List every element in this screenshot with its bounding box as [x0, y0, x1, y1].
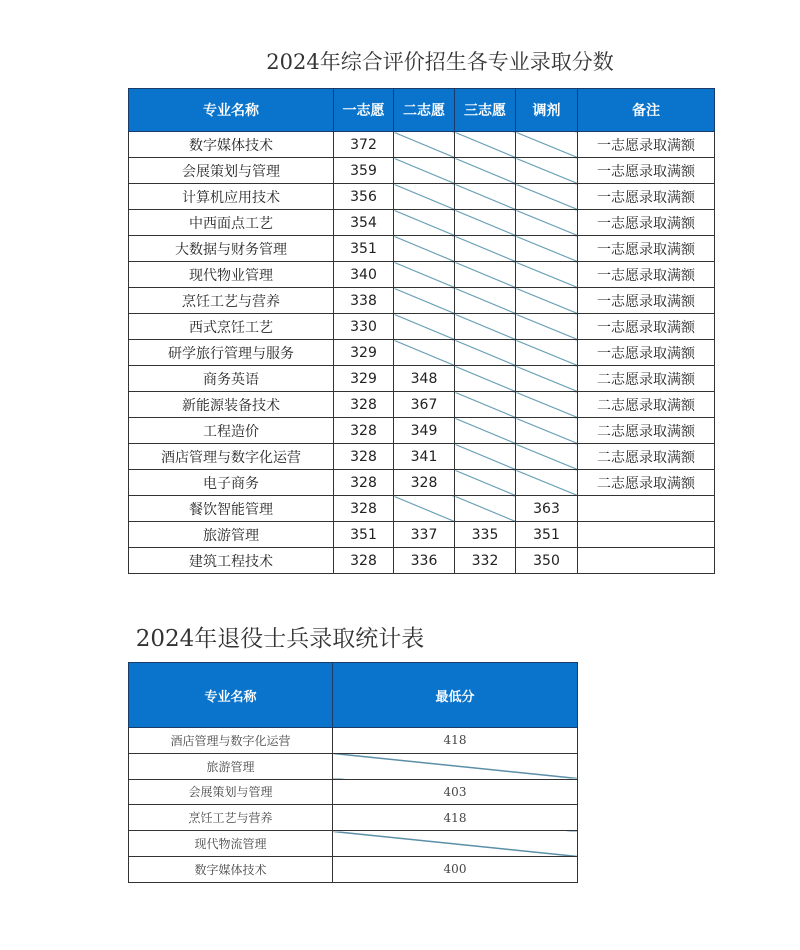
header-note: 备注 — [578, 89, 715, 132]
table-row — [129, 470, 715, 496]
major-cell: 现代物业管理 — [129, 262, 334, 288]
third-choice-cell — [455, 340, 516, 366]
table-header-row — [129, 663, 578, 728]
min-score-cell: 418 — [333, 805, 578, 831]
second-choice-cell — [394, 158, 455, 184]
first-choice-cell: 328 — [334, 548, 394, 574]
table-row — [129, 444, 715, 470]
third-choice-cell — [455, 158, 516, 184]
table-row — [129, 753, 578, 779]
min-score-cell — [333, 831, 578, 857]
second-choice-cell — [394, 314, 455, 340]
table-row — [129, 496, 715, 522]
table-header-row — [129, 89, 715, 132]
major-cell: 工程造价 — [129, 418, 334, 444]
major-cell: 数字媒体技术 — [129, 856, 333, 882]
header-major: 专业名称 — [129, 89, 334, 132]
second-choice-cell — [394, 288, 455, 314]
major-cell: 旅游管理 — [129, 522, 334, 548]
third-choice-cell — [455, 366, 516, 392]
third-choice-cell — [455, 392, 516, 418]
second-choice-cell — [394, 340, 455, 366]
adjustment-cell: 363 — [516, 496, 578, 522]
note-cell: 一志愿录取满额 — [578, 184, 715, 210]
second-choice-cell: 341 — [394, 444, 455, 470]
adjustment-cell — [516, 366, 578, 392]
third-choice-cell — [455, 314, 516, 340]
adjustment-cell — [516, 288, 578, 314]
second-choice-cell — [394, 210, 455, 236]
note-cell: 一志愿录取满额 — [578, 236, 715, 262]
first-choice-cell: 354 — [334, 210, 394, 236]
third-choice-cell — [455, 132, 516, 158]
table-row — [129, 418, 715, 444]
table-row — [129, 158, 715, 184]
major-cell: 研学旅行管理与服务 — [129, 340, 334, 366]
first-choice-cell: 329 — [334, 340, 394, 366]
second-choice-cell — [394, 262, 455, 288]
note-cell: 一志愿录取满额 — [578, 262, 715, 288]
major-cell: 大数据与财务管理 — [129, 236, 334, 262]
major-cell: 数字媒体技术 — [129, 132, 334, 158]
table-row — [129, 831, 578, 857]
min-score-cell: 400 — [333, 856, 578, 882]
note-cell: 二志愿录取满额 — [578, 444, 715, 470]
third-choice-cell — [455, 236, 516, 262]
adjustment-cell — [516, 158, 578, 184]
major-cell: 中西面点工艺 — [129, 210, 334, 236]
note-cell: 一志愿录取满额 — [578, 340, 715, 366]
table-row — [129, 366, 715, 392]
table-row — [129, 728, 578, 754]
note-cell: 一志愿录取满额 — [578, 158, 715, 184]
header-second-choice: 二志愿 — [394, 89, 455, 132]
second-choice-cell: 349 — [394, 418, 455, 444]
adjustment-cell — [516, 132, 578, 158]
note-cell — [578, 496, 715, 522]
adjustment-cell — [516, 262, 578, 288]
table-row — [129, 314, 715, 340]
table-row — [129, 210, 715, 236]
table-row — [129, 805, 578, 831]
min-score-cell: 418 — [333, 728, 578, 754]
first-choice-cell: 329 — [334, 366, 394, 392]
table-row — [129, 548, 715, 574]
note-cell — [578, 548, 715, 574]
third-choice-cell — [455, 470, 516, 496]
adjustment-cell: 351 — [516, 522, 578, 548]
first-choice-cell: 372 — [334, 132, 394, 158]
adjustment-cell — [516, 470, 578, 496]
third-choice-cell — [455, 210, 516, 236]
first-choice-cell: 330 — [334, 314, 394, 340]
second-choice-cell: 348 — [394, 366, 455, 392]
first-choice-cell: 338 — [334, 288, 394, 314]
second-choice-cell — [394, 496, 455, 522]
first-choice-cell: 328 — [334, 470, 394, 496]
table-row — [129, 132, 715, 158]
table-row — [129, 392, 715, 418]
first-choice-cell: 328 — [334, 418, 394, 444]
adjustment-cell — [516, 418, 578, 444]
major-cell: 餐饮智能管理 — [129, 496, 334, 522]
adjustment-cell — [516, 444, 578, 470]
note-cell — [578, 522, 715, 548]
major-cell: 商务英语 — [129, 366, 334, 392]
adjustment-cell — [516, 236, 578, 262]
first-choice-cell: 356 — [334, 184, 394, 210]
note-cell: 二志愿录取满额 — [578, 366, 715, 392]
third-choice-cell: 332 — [455, 548, 516, 574]
major-cell: 西式烹饪工艺 — [129, 314, 334, 340]
note-cell: 一志愿录取满额 — [578, 314, 715, 340]
major-cell: 旅游管理 — [129, 753, 333, 779]
header-first-choice: 一志愿 — [334, 89, 394, 132]
adjustment-cell — [516, 210, 578, 236]
third-choice-cell — [455, 184, 516, 210]
note-cell: 二志愿录取满额 — [578, 470, 715, 496]
first-choice-cell: 328 — [334, 444, 394, 470]
veteran-admission-table — [128, 662, 578, 883]
table-row — [129, 340, 715, 366]
adjustment-cell — [516, 184, 578, 210]
header-min-score: 最低分 — [333, 663, 578, 728]
second-choice-cell: 367 — [394, 392, 455, 418]
min-score-cell: 403 — [333, 779, 578, 805]
first-choice-cell: 359 — [334, 158, 394, 184]
table-row — [129, 779, 578, 805]
major-cell: 烹饪工艺与营养 — [129, 805, 333, 831]
adjustment-cell — [516, 392, 578, 418]
major-cell: 计算机应用技术 — [129, 184, 334, 210]
table-row — [129, 522, 715, 548]
major-cell: 会展策划与管理 — [129, 158, 334, 184]
table-row — [129, 236, 715, 262]
note-cell: 二志愿录取满额 — [578, 418, 715, 444]
table-row — [129, 856, 578, 882]
major-cell: 会展策划与管理 — [129, 779, 333, 805]
table1-title: 2024年综合评价招生各专业录取分数 — [266, 50, 614, 74]
major-cell: 现代物流管理 — [129, 831, 333, 857]
major-cell: 酒店管理与数字化运营 — [129, 444, 334, 470]
note-cell: 一志愿录取满额 — [578, 132, 715, 158]
note-cell: 二志愿录取满额 — [578, 392, 715, 418]
note-cell: 一志愿录取满额 — [578, 210, 715, 236]
third-choice-cell — [455, 496, 516, 522]
adjustment-cell — [516, 314, 578, 340]
header-adjustment: 调剂 — [516, 89, 578, 132]
second-choice-cell — [394, 236, 455, 262]
third-choice-cell — [455, 444, 516, 470]
major-cell: 酒店管理与数字化运营 — [129, 728, 333, 754]
third-choice-cell: 335 — [455, 522, 516, 548]
first-choice-cell: 328 — [334, 392, 394, 418]
table-row — [129, 288, 715, 314]
third-choice-cell — [455, 288, 516, 314]
second-choice-cell: 337 — [394, 522, 455, 548]
major-cell: 建筑工程技术 — [129, 548, 334, 574]
third-choice-cell — [455, 418, 516, 444]
major-cell: 烹饪工艺与营养 — [129, 288, 334, 314]
third-choice-cell — [455, 262, 516, 288]
min-score-cell — [333, 753, 578, 779]
table-row — [129, 184, 715, 210]
major-cell: 新能源装备技术 — [129, 392, 334, 418]
first-choice-cell: 351 — [334, 236, 394, 262]
first-choice-cell: 340 — [334, 262, 394, 288]
note-cell: 一志愿录取满额 — [578, 288, 715, 314]
admission-scores-table — [128, 88, 715, 574]
first-choice-cell: 351 — [334, 522, 394, 548]
adjustment-cell: 350 — [516, 548, 578, 574]
header-third-choice: 三志愿 — [455, 89, 516, 132]
second-choice-cell — [394, 184, 455, 210]
adjustment-cell — [516, 340, 578, 366]
major-cell: 电子商务 — [129, 470, 334, 496]
header-major: 专业名称 — [129, 663, 333, 728]
second-choice-cell: 328 — [394, 470, 455, 496]
second-choice-cell — [394, 132, 455, 158]
table2-title: 2024年退役士兵录取统计表 — [135, 626, 425, 652]
second-choice-cell: 336 — [394, 548, 455, 574]
table-row — [129, 262, 715, 288]
first-choice-cell: 328 — [334, 496, 394, 522]
